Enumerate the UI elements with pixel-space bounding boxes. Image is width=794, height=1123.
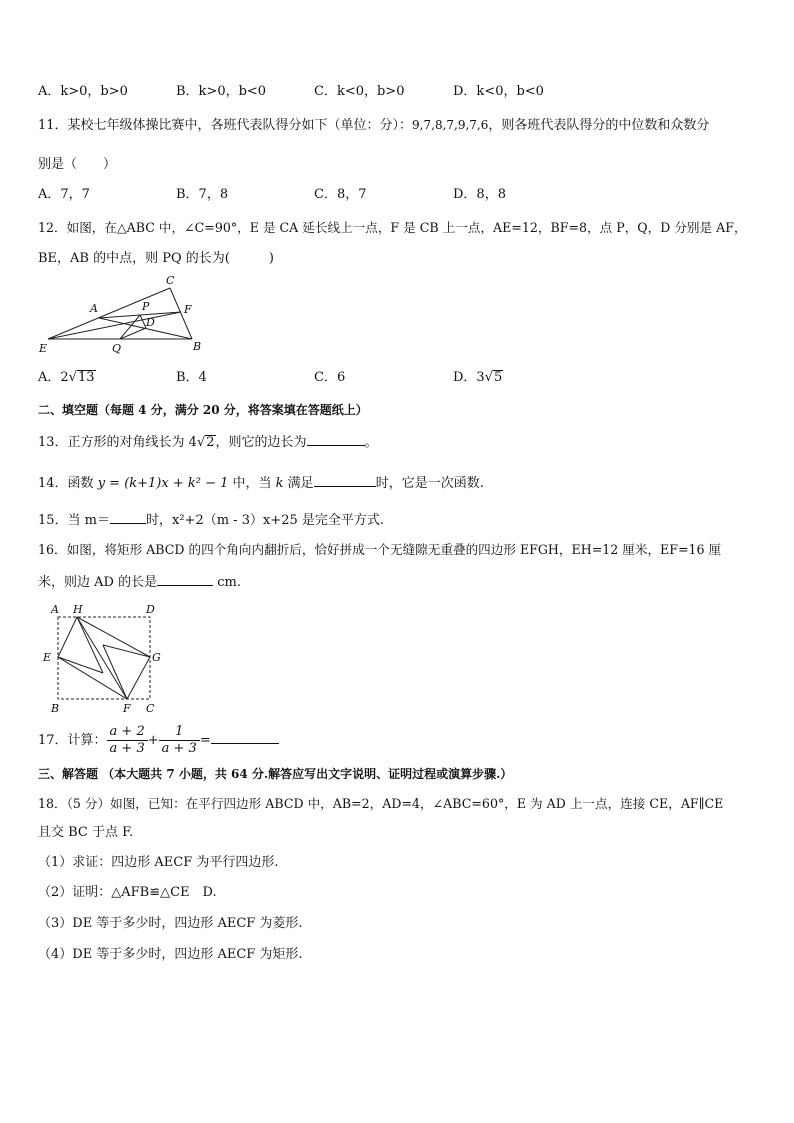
q18-stem-line2: 且交 BC 于点 F. [38, 825, 134, 840]
q16-label-c: C [146, 702, 155, 715]
q12-label-p: P [142, 300, 150, 313]
q18-stem: 18．（5 分）如图，已知：在平行四边形 ABCD 中，AB=2，AD=4，∠ABC=60°，E 为 AD 上一点，连接 CE，AF∥CE [38, 796, 724, 811]
q17-numerator-2: 1 [159, 724, 200, 741]
q16-label-b: B [51, 702, 60, 715]
q12-label-f: F [184, 303, 192, 316]
q13-answer-blank[interactable] [307, 432, 365, 446]
q11-option-b: B．7，8 [176, 187, 229, 202]
q16-line-hf [77, 617, 127, 699]
q14-mid2: 满足 [283, 476, 314, 491]
q12-label-b: B [193, 340, 202, 353]
q18-part-3: （3）DE 等于多少时，四边形 AECF 为菱形. [38, 916, 303, 931]
q12-line-ef [48, 312, 181, 339]
q18-part-1: （1）求证：四边形 AECF 为平行四边形. [38, 855, 279, 870]
q16-rectangle-abcd [58, 617, 150, 699]
q15-stem [38, 510, 384, 530]
q15-post: 时，x²+2（m - 3）x+25 是完全平方式. [146, 513, 385, 528]
q16-stem: 16．如图，将矩形 ABCD 的四个角向内翻折后，恰好拼成一个无缝隙无重叠的四边形 EFGH，EH=12 厘米，EF=16 厘 [38, 542, 722, 557]
q10-option-d: D．k<0，b<0 [453, 84, 544, 99]
q14-stem [38, 473, 484, 493]
q11-stem-line2: 别是（ ） [38, 157, 117, 172]
q11-option-a: A．7，7 [38, 187, 90, 202]
q12-label-q: Q [112, 342, 122, 354]
q18-part-4: （4）DE 等于多少时，四边形 AECF 为矩形. [38, 947, 303, 962]
q12-line-ec [48, 288, 170, 339]
q14-mid: 中，当 [228, 476, 276, 491]
q13-stem: 13．正方形的对角线长为 4√2，则它的边长为 。 [38, 432, 378, 452]
q10-option-a: A．k>0，b>0 [38, 84, 128, 99]
q17-equals: = [199, 733, 211, 748]
q14-formula: y = (k+1)x + k² − 1 [97, 476, 229, 491]
q11-stem-pre: 11．某校七年级体操比赛中，各班代表队得分如下（单位：分）： [38, 118, 413, 133]
q13-end: 。 [364, 435, 378, 450]
q12-label-a: A [90, 302, 98, 315]
q12-label-e: E [39, 342, 48, 354]
q10-option-b: B．k>0，b<0 [176, 84, 267, 99]
q11-stem [38, 116, 709, 135]
section-2-heading: 二、填空题（每题 4 分，满分 20 分，将答案填在答题纸上） [38, 403, 368, 417]
q16-figure [40, 600, 170, 718]
q11-option-d: D．8，8 [453, 187, 506, 202]
q12-option-d-radicand: 5 [494, 370, 503, 385]
q12-option-d-coef: D．3 [453, 370, 485, 385]
q12-figure [36, 272, 206, 354]
q12-option-a-coef: A．2 [38, 370, 69, 385]
q12-stem: 12．如图，在△ABC 中，∠C=90°，E 是 CA 延长线上一点，F 是 CB 上一点，AE=12，BF=8，点 P，Q，D 分别是 AF， [38, 220, 747, 235]
q16-line-g-inner [103, 645, 150, 657]
q16-label-g: G [152, 651, 161, 664]
q12-option-b: B．4 [176, 370, 207, 385]
q17-pre: 17．计算： [38, 733, 107, 748]
q17-denominator-2: a + 3 [161, 741, 197, 756]
q11-stem-post: ，则各班代表队得分的中位数和众数分 [488, 118, 710, 133]
q16-label-e: E [43, 651, 52, 664]
q13-pre: 13．正方形的对角线长为 4 [38, 435, 197, 450]
q10-option-c: C．k<0，b>0 [314, 84, 405, 99]
q13-post: ，则它的边长为 [215, 435, 307, 450]
q16-line-h-inner [77, 617, 103, 673]
q14-post: 时，它是一次函数. [375, 476, 484, 491]
q16-answer-blank[interactable] [157, 572, 213, 586]
q17-answer-blank[interactable] [211, 730, 279, 744]
q16-line2-pre: 米，则边 AD 的长是 [38, 575, 158, 590]
q12-line-qd [120, 328, 146, 339]
q12-option-a-radicand: 13 [77, 370, 95, 385]
q14-pre: 14．函数 [38, 476, 98, 491]
q17-stem [38, 722, 279, 760]
q14-k: k [275, 476, 284, 491]
q17-fraction-1 [107, 724, 148, 757]
section-3-heading: 三、解答题 （本大题共 7 小题，共 64 分.解答应写出文字说明、证明过程或演算步骤.） [38, 767, 513, 781]
q13-radicand: 2 [206, 435, 215, 450]
q12-label-c: C [166, 274, 175, 287]
q16-quad-efgh [58, 617, 150, 699]
q16-stem-line2 [38, 572, 241, 592]
q17-plus: + [147, 733, 159, 748]
q16-line2-post: cm. [213, 575, 241, 590]
q17-numerator-1: a + 2 [107, 724, 148, 741]
q12-stem-line2: BE，AB 的中点，则 PQ 的长为( ) [38, 251, 274, 266]
q12-option-c: C．6 [314, 370, 346, 385]
q16-line-f-inner [103, 645, 127, 699]
q11-option-c: C．8，7 [314, 187, 367, 202]
q16-label-f: F [123, 702, 131, 715]
q15-answer-blank[interactable] [110, 510, 146, 524]
q16-label-a: A [51, 603, 59, 616]
q12-option-d: D．3√5 [453, 370, 503, 385]
q18-part-2: （2）证明：△AFB≌△CE D. [38, 885, 217, 900]
q16-label-d: D [146, 603, 155, 616]
q11-data: 9,7,8,7,9,7,6 [412, 118, 489, 132]
q16-label-h: H [73, 603, 83, 616]
q12-label-d: D [146, 316, 155, 329]
q17-fraction-2 [159, 724, 200, 757]
q12-option-a: A．2√13 [38, 370, 95, 385]
q15-pre: 15．当 m＝ [38, 513, 111, 528]
q14-answer-blank[interactable] [314, 473, 376, 487]
q17-denominator-1: a + 3 [109, 741, 145, 756]
